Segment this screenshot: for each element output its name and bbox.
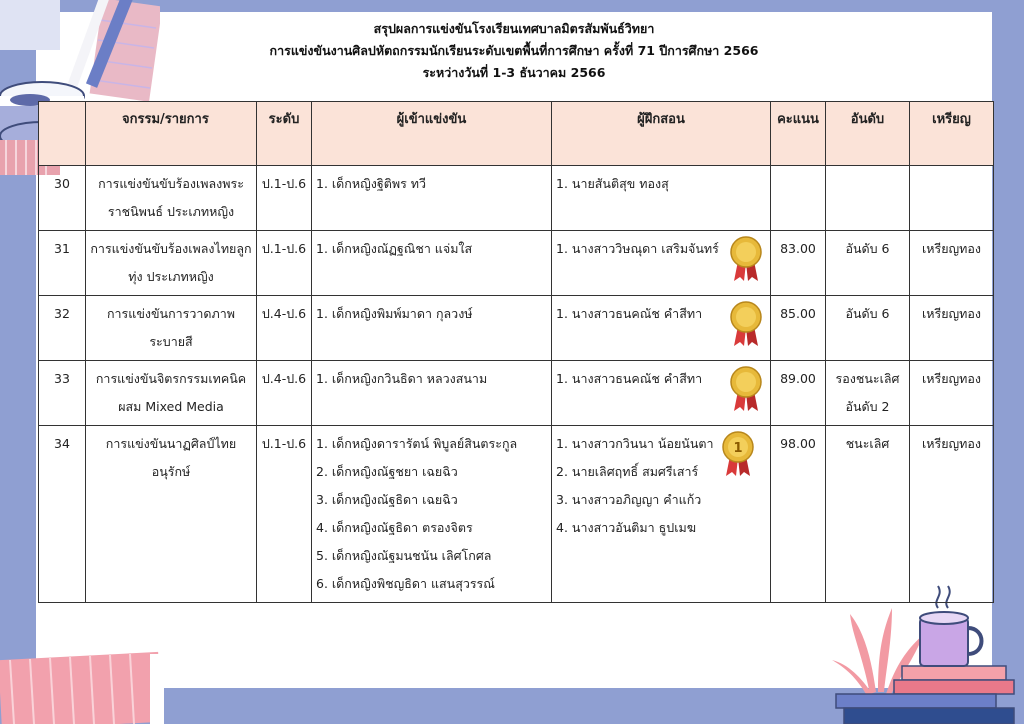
medal-number: 1 <box>733 441 743 456</box>
table-row <box>39 231 994 296</box>
competitors-cell <box>312 231 552 296</box>
col-header-competitors: ผู้เข้าแข่งขัน <box>312 102 552 166</box>
list-item: 2. เด็กหญิงณัฐชยา เฉยฉิว <box>316 464 458 479</box>
level: ป.1-ป.6 <box>257 231 312 296</box>
activity-name: การแข่งขันการวาดภาพระบายสี <box>86 296 257 361</box>
score: 98.00 <box>771 426 826 603</box>
row-number: 31 <box>39 231 86 296</box>
table-row <box>39 361 994 426</box>
activity-name: การแข่งขันจิตรกรรมเทคนิคผสม Mixed Media <box>86 361 257 426</box>
score: 89.00 <box>771 361 826 426</box>
medal-result <box>910 166 994 231</box>
report-title: สรุปผลการแข่งขันโรงเรียนเทศบาลมิตรสัมพันธ์วิทยา <box>373 21 655 36</box>
list-item: 3. นางสาวอภิญญา คำแก้ว <box>556 492 702 507</box>
rank <box>826 166 910 231</box>
level: ป.4-ป.6 <box>257 361 312 426</box>
list-item: 1. เด็กหญิงดารารัตน์ พิบูลย์สินตระกูล <box>316 436 518 451</box>
medal-result: เหรียญทอง <box>910 361 994 426</box>
level: ป.1-ป.6 <box>257 166 312 231</box>
coaches-cell <box>552 296 771 361</box>
competitors-cell <box>312 166 552 231</box>
col-header-medal: เหรียญ <box>910 102 994 166</box>
table-row <box>39 166 994 231</box>
list-item: 1. นางสาววิษณุดา เสริมจันทร์ <box>556 241 719 256</box>
rank: อันดับ 6 <box>826 231 910 296</box>
col-header-no <box>39 102 86 166</box>
table-header-row <box>39 102 994 166</box>
level: ป.1-ป.6 <box>257 426 312 603</box>
score: 85.00 <box>771 296 826 361</box>
list-item: 1. นางสาวกวินนา น้อยนันตา <box>556 436 714 451</box>
table-row <box>39 296 994 361</box>
row-number: 33 <box>39 361 86 426</box>
competitors-cell <box>312 426 552 603</box>
results-table <box>38 101 994 603</box>
list-item: 1. เด็กหญิงกวินธิดา หลวงสนาม <box>316 371 488 386</box>
coaches-cell <box>552 426 771 603</box>
medal-result: เหรียญทอง <box>910 426 994 603</box>
list-item: 4. นางสาวอันติมา ธูปเมฆ <box>556 520 696 535</box>
score: 83.00 <box>771 231 826 296</box>
col-header-activity: จกรรม/รายการ <box>86 102 257 166</box>
list-item: 1. เด็กหญิงฐิติพร ทวี <box>316 176 427 191</box>
competition-title: การแข่งขันงานศิลปหัตถกรรมนักเรียนระดับเขตพื้นที่การศึกษา ครั้งที่ 71 ปีการศึกษา 2566 <box>269 43 759 58</box>
list-item: 1. เด็กหญิงณัฏฐณิชา แจ่มใส <box>316 241 473 256</box>
coaches-cell <box>552 361 771 426</box>
col-header-coaches: ผู้ฝึกสอน <box>552 102 771 166</box>
competitors-cell <box>312 361 552 426</box>
list-item: 1. เด็กหญิงพิมพ์มาดา กุลวงษ์ <box>316 306 473 321</box>
list-item: 1. นายสันติสุข ทองสุ <box>556 176 669 191</box>
medal-result: เหรียญทอง <box>910 231 994 296</box>
row-number: 30 <box>39 166 86 231</box>
competitors-cell <box>312 296 552 361</box>
row-number: 32 <box>39 296 86 361</box>
level: ป.4-ป.6 <box>257 296 312 361</box>
coaches-cell <box>552 166 771 231</box>
col-header-rank: อันดับ <box>826 102 910 166</box>
rank: รองชนะเลิศอันดับ 2 <box>826 361 910 426</box>
activity-name: การแข่งขันขับร้องเพลงพระราชนิพนธ์ ประเภทหญิง <box>86 166 257 231</box>
table-row <box>39 426 994 603</box>
col-header-level: ระดับ <box>257 102 312 166</box>
competition-dates: ระหว่างวันที่ 1-3 ธันวาคม 2566 <box>422 65 606 80</box>
list-item: 5. เด็กหญิงณัฐมนชนัน เลิศโกศล <box>316 548 492 563</box>
list-item: 4. เด็กหญิงณัฐธิดา ตรองจิตร <box>316 520 473 535</box>
rank: อันดับ 6 <box>826 296 910 361</box>
score <box>771 166 826 231</box>
list-item: 2. นายเลิศฤทธิ์ สมศรีเสาร์ <box>556 464 699 479</box>
list-item: 3. เด็กหญิงณัฐธิดา เฉยฉิว <box>316 492 458 507</box>
coaches-cell <box>552 231 771 296</box>
first-place-medal-icon <box>720 430 756 478</box>
rank: ชนะเลิศ <box>826 426 910 603</box>
list-item: 1. นางสาวธนคณัช คำสีทา <box>556 371 703 386</box>
activity-name: การแข่งขันนาฏศิลป์ไทยอนุรักษ์ <box>86 426 257 603</box>
striped-paper-illustration <box>0 650 190 724</box>
gold-medal-icon <box>728 235 764 283</box>
medal-result: เหรียญทอง <box>910 296 994 361</box>
row-number: 34 <box>39 426 86 603</box>
gold-medal-icon <box>728 300 764 348</box>
gold-medal-icon <box>728 365 764 413</box>
col-header-score: คะแนน <box>771 102 826 166</box>
activity-name: การแข่งขันขับร้องเพลงไทยลูกทุ่ง ประเภทหญิง <box>86 231 257 296</box>
document-header <box>36 18 992 84</box>
list-item: 1. นางสาวธนคณัช คำสีทา <box>556 306 703 321</box>
list-item: 6. เด็กหญิงพิชญธิดา แสนสุวรรณ์ <box>316 576 495 591</box>
